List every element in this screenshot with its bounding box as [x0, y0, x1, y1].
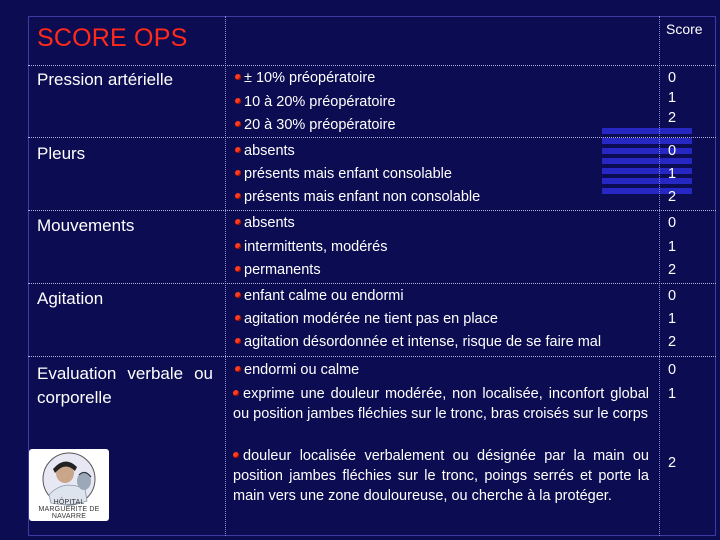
- column-divider: [225, 16, 226, 536]
- bullet-icon: [235, 193, 241, 199]
- criteria-item: ± 10% préopératoire: [244, 70, 375, 86]
- criteria-item: douleur localisée verbalement ou désignée par la main ou position jambes fléchies sur le tronc, poings serrés et porte la main vers une zone douloureuse, ou cherche à la protéger.: [233, 448, 649, 504]
- score-value: 2: [668, 334, 677, 350]
- bullet-icon: [235, 292, 241, 298]
- score-value: 0: [668, 143, 677, 159]
- bullet-icon: [235, 74, 241, 80]
- row-label-agitation: Agitation: [37, 289, 104, 308]
- score-value: 0: [668, 215, 677, 231]
- row-divider: [28, 210, 716, 211]
- bullet-icon: [235, 366, 241, 372]
- criteria-item: endormi ou calme: [244, 362, 359, 378]
- criteria-item: permanents: [244, 262, 321, 278]
- hospital-logo: [29, 449, 109, 521]
- row-label-evaluation: Evaluation verbale ou corporelle: [37, 364, 213, 407]
- row-divider: [28, 65, 716, 66]
- bullet-icon: [235, 98, 241, 104]
- bullet-icon: [235, 170, 241, 176]
- criteria-item: exprime une douleur modérée, non localisée, inconfort global ou position jambes fléchies sur le tronc, bras croisés sur le corps: [233, 386, 649, 422]
- score-value: 1: [668, 239, 677, 255]
- row-label-mouvements: Mouvements: [37, 216, 135, 235]
- row-divider: [28, 356, 716, 357]
- criteria-item: agitation modérée ne tient pas en place: [244, 311, 498, 327]
- row-label-pleurs: Pleurs: [37, 144, 86, 163]
- criteria-item: 20 à 30% préopératoire: [244, 117, 396, 133]
- slide-title: SCORE OPS: [37, 24, 188, 52]
- score-value: 0: [668, 362, 677, 378]
- logo-text: HÔPITAL MARGUERITE DE NAVARRE: [38, 499, 100, 520]
- score-value: 1: [668, 90, 677, 106]
- score-value: 1: [668, 386, 677, 402]
- bullet-icon: [233, 452, 239, 458]
- bullet-icon: [235, 219, 241, 225]
- bullet-icon: [235, 121, 241, 127]
- bullet-icon: [235, 338, 241, 344]
- score-value: 2: [668, 189, 677, 205]
- criteria-item: absents: [244, 143, 295, 159]
- criteria-item: présents mais enfant consolable: [244, 166, 452, 182]
- score-value: 2: [668, 110, 677, 126]
- row-divider: [28, 283, 716, 284]
- bullet-icon: [235, 266, 241, 272]
- score-value: 0: [668, 70, 677, 86]
- criteria-item: agitation désordonnée et intense, risque de se faire mal: [244, 334, 601, 350]
- bullet-icon: [235, 147, 241, 153]
- row-label-pression: Pression artérielle: [37, 70, 174, 89]
- bullet-icon: [235, 315, 241, 321]
- criteria-item: intermittents, modérés: [244, 239, 387, 255]
- criteria-item: absents: [244, 215, 295, 231]
- row-divider: [28, 137, 716, 138]
- score-value: 2: [668, 262, 677, 278]
- column-divider: [659, 16, 660, 536]
- score-value: 0: [668, 288, 677, 304]
- criteria-item: présents mais enfant non consolable: [244, 189, 480, 205]
- score-value: 1: [668, 311, 677, 327]
- score-value: 1: [668, 166, 677, 182]
- bullet-icon: [233, 390, 239, 396]
- score-column-header: Score: [666, 21, 703, 37]
- score-value: 2: [668, 455, 677, 471]
- bullet-icon: [235, 243, 241, 249]
- criteria-item: 10 à 20% préopératoire: [244, 94, 396, 110]
- criteria-item: enfant calme ou endormi: [244, 288, 404, 304]
